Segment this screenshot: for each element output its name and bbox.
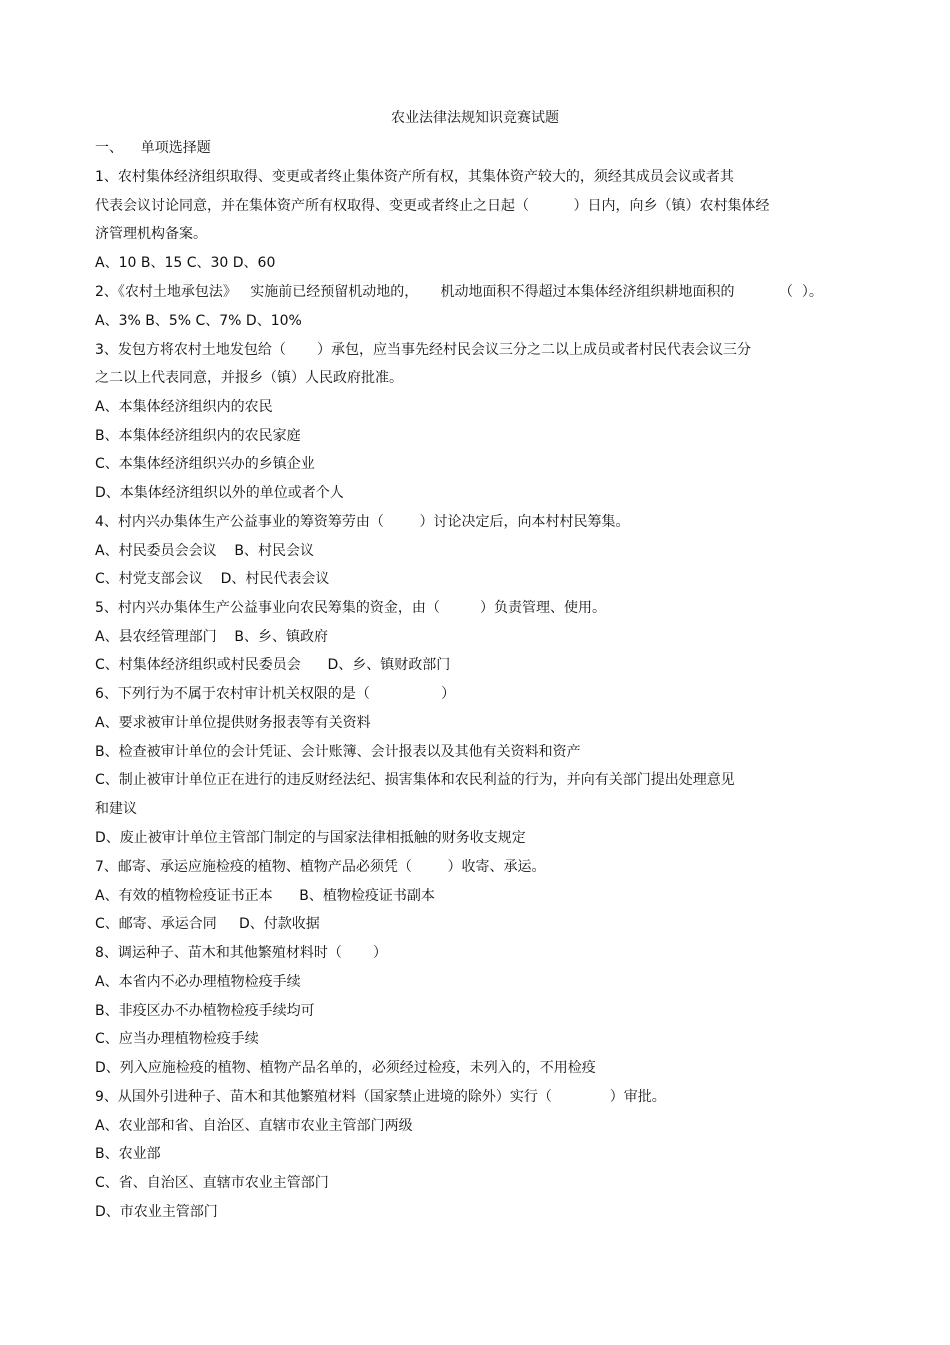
- text-line: 1、农村集体经济组织取得、变更或者终止集体资产所有权，其集体资产较大的，须经其成员会议或者其: [95, 169, 734, 185]
- text-line: A、要求被审计单位提供财务报表等有关资料: [95, 715, 371, 731]
- text-line: C、应当办理植物检疫手续: [95, 1031, 259, 1047]
- text-line: A、县农经管理部门 B、乡、镇政府: [95, 629, 328, 645]
- text-line: A、本省内不必办理植物检疫手续: [95, 974, 301, 990]
- text-line: 之二以上代表同意，并报乡（镇）人民政府批准。: [95, 370, 403, 386]
- text-line: 5、村内兴办集体生产公益事业向农民筹集的资金，由（ ）负责管理、使用。: [95, 600, 606, 616]
- text-line: D、列入应施检疫的植物、植物产品名单的，必须经过检疫，未列入的，不用检疫: [95, 1060, 596, 1076]
- text-line: 代表会议讨论同意，并在集体资产所有权取得、变更或者终止之日起（ ）日内，向乡（镇）农村集体经: [95, 198, 770, 214]
- text-line: B、检查被审计单位的会计凭证、会计账簿、会计报表以及其他有关资料和资产: [95, 744, 581, 760]
- text-line: 7、邮寄、承运应施检疫的植物、植物产品必须凭（ ）收寄、承运。: [95, 859, 546, 875]
- text-line: C、本集体经济组织兴办的乡镇企业: [95, 456, 315, 472]
- text-line: A、有效的植物检疫证书正本 B、植物检疫证书副本: [95, 888, 435, 904]
- text-line: B、非疫区办不办植物检疫手续均可: [95, 1003, 315, 1019]
- text-line: D、市农业主管部门: [95, 1204, 218, 1220]
- text-line: 和建议: [95, 801, 137, 817]
- text-line: C、省、自治区、直辖市农业主管部门: [95, 1175, 329, 1191]
- text-line: A、村民委员会会议 B、村民会议: [95, 543, 314, 559]
- text-line: D、废止被审计单位主管部门制定的与国家法律相抵触的财务收支规定: [95, 830, 526, 846]
- text-line: C、制止被审计单位正在进行的违反财经法纪、损害集体和农民利益的行为，并向有关部门提出处理意见: [95, 772, 735, 788]
- document-title: 农业法律法规知识竞赛试题: [391, 110, 559, 126]
- text-line: C、村集体经济组织或村民委员会 D、乡、镇财政部门: [95, 657, 451, 673]
- text-line: 9、从国外引进种子、苗木和其他繁殖材料（国家禁止进境的除外）实行（ ）审批。: [95, 1089, 666, 1105]
- text-line: A、3% B、5% C、7% D、10%: [95, 313, 302, 329]
- text-line: 8、调运种子、苗木和其他繁殖材料时（ ）: [95, 945, 388, 961]
- text-line: C、邮寄、承运合同 D、付款收据: [95, 916, 320, 932]
- text-line: 3、发包方将农村土地发包给（ ）承包，应当事先经村民会议三分之二以上成员或者村民代表会议三分: [95, 342, 752, 358]
- text-line: A、农业部和省、自治区、直辖市农业主管部门两级: [95, 1118, 413, 1134]
- text-line: A、10 B、15 C、30 D、60: [95, 255, 276, 271]
- text-line: B、农业部: [95, 1146, 161, 1162]
- text-line: 6、下列行为不属于农村审计机关权限的是（ ）: [95, 686, 456, 702]
- text-line: 4、村内兴办集体生产公益事业的筹资筹劳由（ ）讨论决定后，向本村村民筹集。: [95, 514, 630, 530]
- text-line: D、本集体经济组织以外的单位或者个人: [95, 485, 344, 501]
- text-line: A、本集体经济组织内的农民: [95, 399, 273, 415]
- text-line: B、本集体经济组织内的农民家庭: [95, 428, 301, 444]
- text-line: 2、《农村土地承包法》 实施前已经预留机动地的， 机动地面积不得超过本集体经济组织耕地面积的 （ ）。: [95, 284, 823, 300]
- text-line: 一、 单项选择题: [95, 140, 211, 156]
- text-line: C、村党支部会议 D、村民代表会议: [95, 571, 330, 587]
- text-line: 济管理机构备案。: [95, 226, 207, 242]
